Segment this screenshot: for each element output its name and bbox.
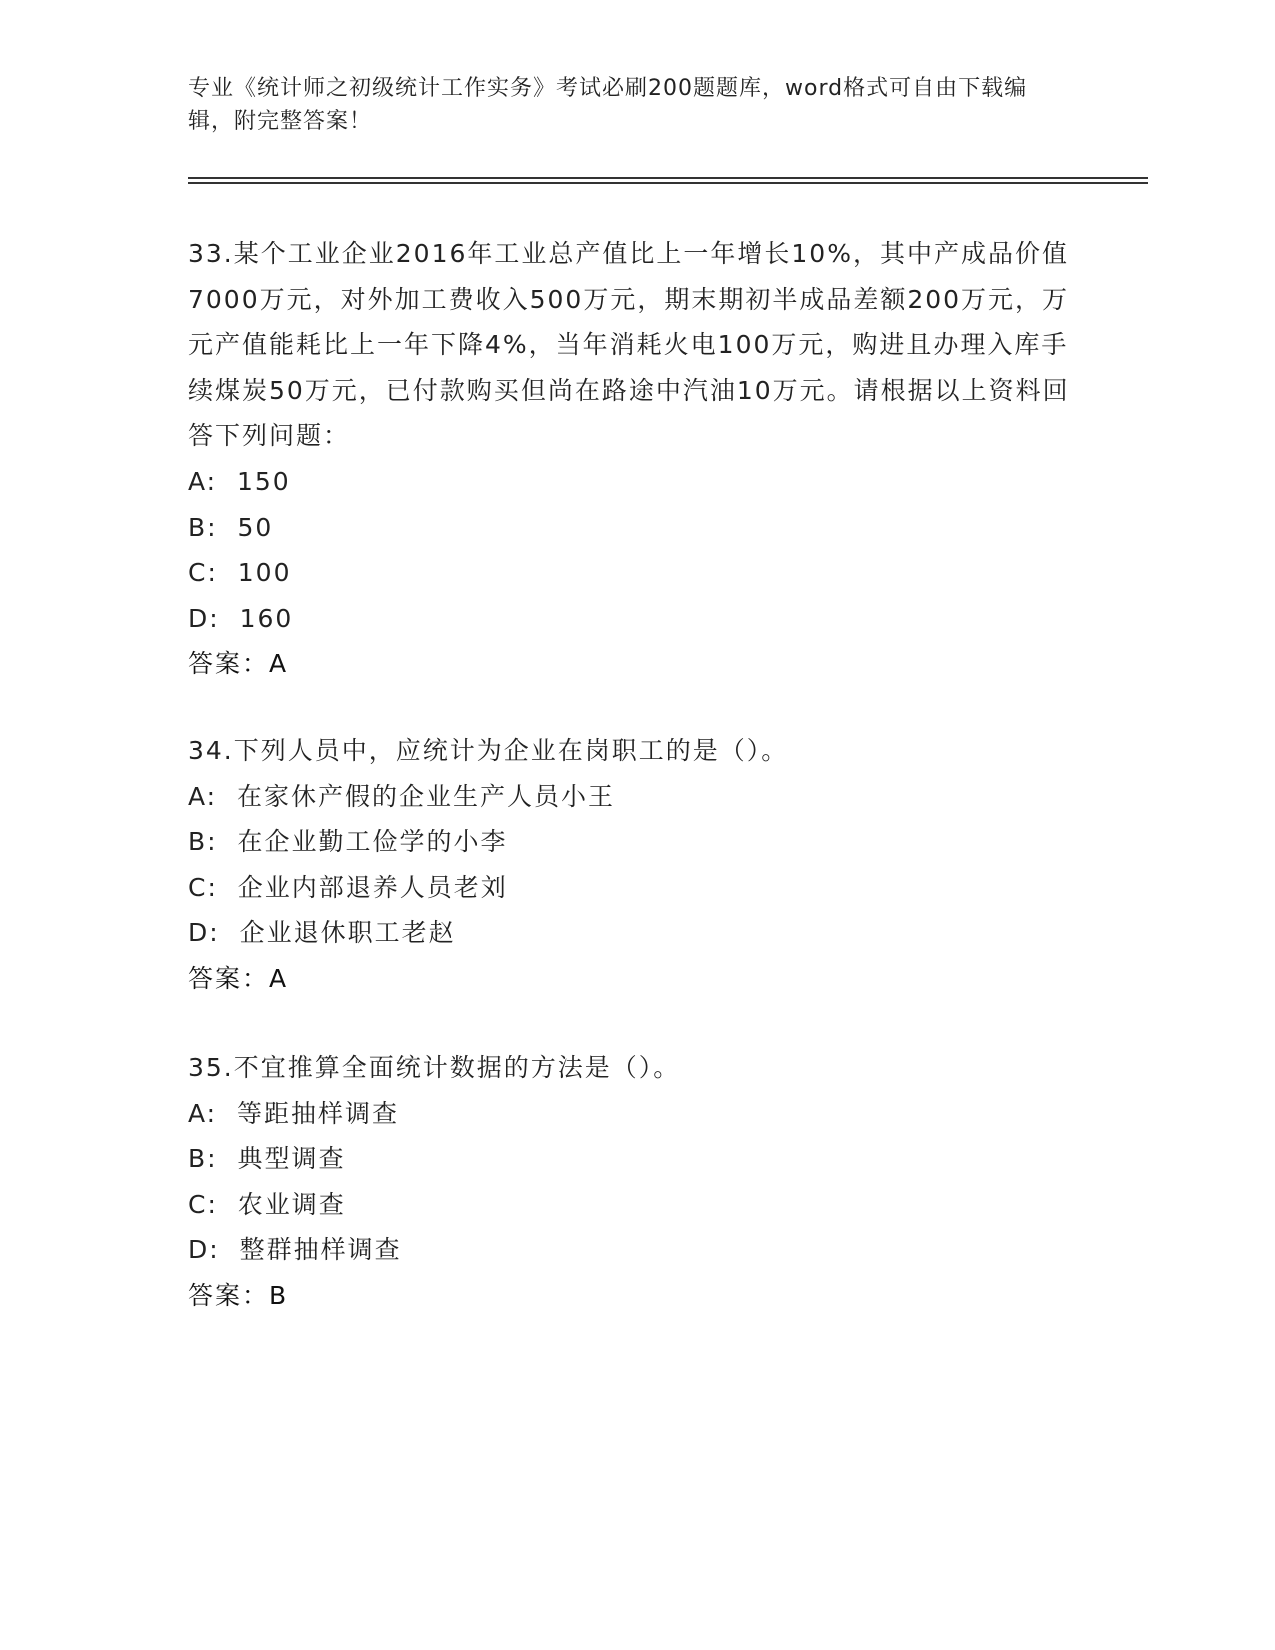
question-33	[188, 231, 1088, 687]
option-d: D: 整群抽样调查	[188, 1235, 402, 1265]
option-a: A: 在家休产假的企业生产人员小王	[188, 781, 615, 811]
option-b: B: 50	[188, 512, 274, 542]
option-d: D: 160	[188, 603, 294, 633]
option-a: A: 150	[188, 466, 291, 496]
question-stem: 35.不宜推算全面统计数据的方法是（）。	[188, 1053, 681, 1082]
question-stem: 33.某个工业企业2016年工业总产值比上一年增长10%，其中产成品价值7000万元，对外加工费收入500万元，期末期初半成品差额200万元，万元产值能耗比上一年下降4%，当年消耗火电100万元，购进且办理入库手续煤炭50万元，已付款购买但尚在路途中汽油10万元。请根据以上资料回答下列问题：	[188, 239, 1070, 451]
question-34	[188, 728, 1088, 1002]
answer-line: 答案：A	[188, 963, 289, 993]
header-divider-bottom	[188, 182, 1148, 184]
answer-line: 答案：B	[188, 1280, 289, 1310]
option-d: D: 企业退休职工老赵	[188, 918, 456, 948]
question-35	[188, 1045, 1088, 1319]
option-b: B: 在企业勤工俭学的小李	[188, 827, 508, 857]
header-divider-top	[188, 177, 1148, 179]
answer-line: 答案：A	[188, 649, 289, 679]
document-header: 专业《统计师之初级统计工作实务》考试必刷200题题库，word格式可自由下载编辑，附完整答案！	[188, 76, 1028, 134]
option-c: C: 100	[188, 558, 292, 588]
option-b: B: 典型调查	[188, 1144, 346, 1174]
question-stem: 34.下列人员中，应统计为企业在岗职工的是（）。	[188, 736, 789, 765]
option-a: A: 等距抽样调查	[188, 1098, 399, 1128]
option-c: C: 农业调查	[188, 1189, 346, 1219]
option-c: C: 企业内部退养人员老刘	[188, 872, 508, 902]
